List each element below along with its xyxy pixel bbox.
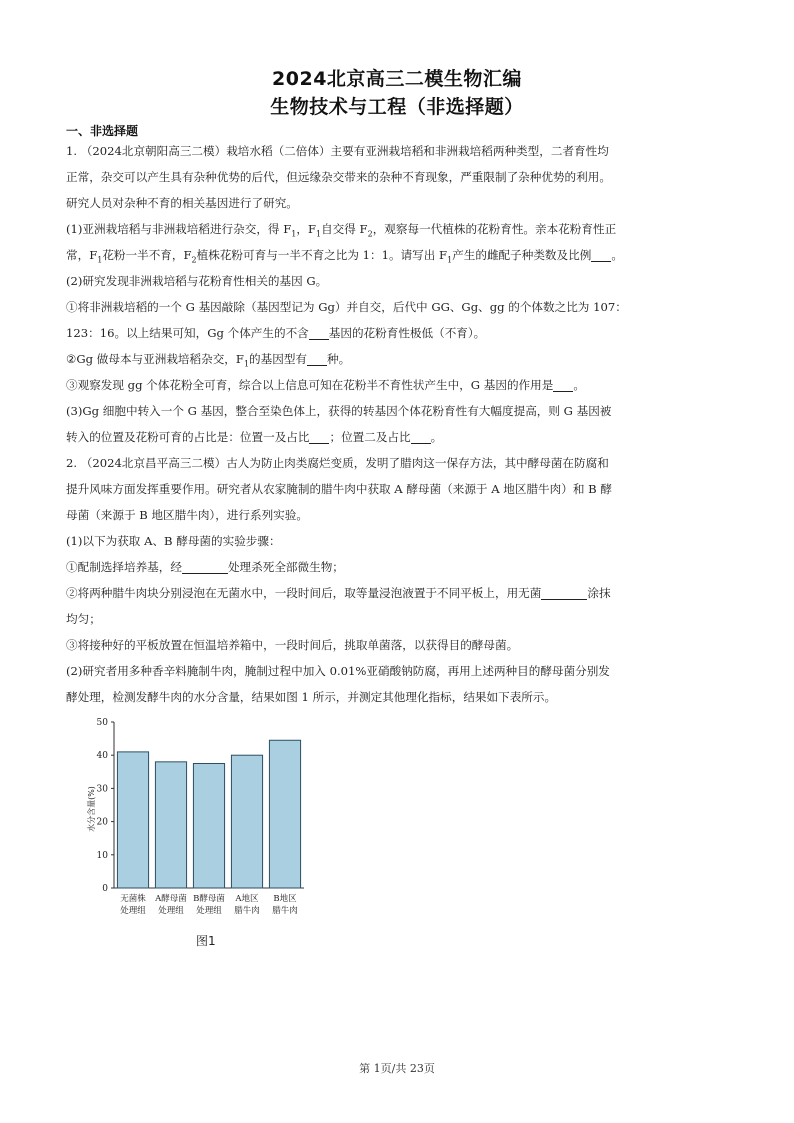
q2-line: (1)以下为获取 A、B 酵母菌的实验步骤： bbox=[66, 534, 281, 548]
q1-line: 正常，杂交可以产生具有杂种优势的后代，但远缘杂交带来的杂种不育现象，严重限制了杂种优势的利用。 bbox=[66, 170, 611, 184]
x-tick-label: 处理组 bbox=[158, 906, 184, 916]
x-tick-label: 腊牛肉 bbox=[234, 906, 260, 916]
x-tick-label: B酵母菌 bbox=[193, 894, 225, 904]
document-title: 2024北京高三二模生物汇编 bbox=[272, 68, 522, 90]
answer-blank[interactable] bbox=[182, 559, 228, 574]
answer-blank[interactable] bbox=[411, 429, 431, 444]
q1-line: ③观察发现 gg 个体花粉全可育，综合以上信息可知在花粉半不育性状产生中，G 基因的作用是 。 bbox=[66, 378, 585, 392]
answer-blank[interactable] bbox=[553, 377, 573, 392]
answer-blank[interactable] bbox=[591, 247, 611, 262]
bar bbox=[117, 752, 148, 888]
answer-blank[interactable] bbox=[307, 351, 327, 366]
answer-blank[interactable] bbox=[309, 429, 329, 444]
y-tick-label: 0 bbox=[102, 884, 108, 894]
q1-line: ②Gg 做母本与亚洲栽培稻杂交，$F_1$的基因型有 种。 bbox=[66, 352, 351, 369]
water-content-bar-chart bbox=[82, 714, 312, 926]
q1-line: 研究人员对杂种不育的相关基因进行了研究。 bbox=[66, 196, 298, 210]
q1-line: (1)亚洲栽培稻与非洲栽培稻进行杂交，得 $F_1$，$F_1$自交得 $F_2$，观察每一代植株的花粉育性。亲本花粉育性正 bbox=[66, 222, 617, 239]
x-tick-label: B地区 bbox=[273, 894, 297, 904]
y-tick-label: 10 bbox=[96, 850, 108, 861]
y-axis-label: 水分含量(%) bbox=[87, 786, 96, 832]
q2-line: 母菌（来源于 B 地区腊牛肉），进行系列实验。 bbox=[66, 508, 308, 522]
bar bbox=[269, 740, 300, 888]
q1-line: 转入的位置及花粉可育的占比是：位置一及占比 ；位置二及占比 。 bbox=[66, 430, 443, 444]
q1-line: ①将非洲栽培稻的一个 G 基因敲除（基因型记为 Gg）并自交，后代中 GG、Gg、gg 的个体数之比为 107： bbox=[66, 300, 627, 314]
x-tick-label: A地区 bbox=[235, 894, 259, 904]
q1-line: (3)Gg 细胞中转入一个 G 基因，整合至染色体上，获得的转基因个体花粉育性有大幅度提高，则 G 基因被 bbox=[66, 404, 612, 418]
bar bbox=[155, 762, 186, 888]
q2-line: 酵处理，检测发酵牛肉的水分含量，结果如图 1 所示，并测定其他理化指标，结果如下表所示。 bbox=[66, 690, 557, 704]
section-heading: 一、非选择题 bbox=[66, 124, 139, 138]
q1-line: (2)研究发现非洲栽培稻与花粉育性相关的基因 G。 bbox=[66, 274, 328, 288]
q1-line: 常，$F_1$花粉一半不育，$F_2$植株花粉可育与一半不育之比为 1：1。请写出 $F_1$产生的雌配子种类数及比例 。 bbox=[66, 248, 623, 265]
x-tick-label: 无菌株 bbox=[120, 894, 146, 904]
x-tick-label: 腊牛肉 bbox=[272, 906, 298, 916]
q2-line: ①配制选择培养基，经 处理杀死全部微生物； bbox=[66, 560, 344, 574]
figure-label: 图1 bbox=[196, 934, 216, 948]
answer-blank[interactable] bbox=[309, 325, 329, 340]
bar bbox=[193, 764, 224, 889]
y-tick-label: 50 bbox=[96, 718, 108, 728]
bar bbox=[231, 755, 262, 888]
question-body bbox=[66, 138, 730, 710]
q2-line: (2)研究者用多种香辛料腌制牛肉，腌制过程中加入 0.01%亚硝酸钠防腐，再用上述两种目的酵母菌分别发 bbox=[66, 664, 610, 678]
q1-line: 123：16。以上结果可知，Gg 个体产生的不含 基因的花粉育性极低（不育）。 bbox=[66, 326, 486, 340]
x-tick-label: 处理组 bbox=[120, 906, 146, 916]
document-subtitle: 生物技术与工程（非选择题） bbox=[270, 96, 524, 118]
q2-line: 提升风味方面发挥重要作用。研究者从农家腌制的腊牛肉中获取 A 酵母菌（来源于 A 地区腊牛肉）和 B 酵 bbox=[66, 482, 612, 496]
q2-line: 2. （2024北京昌平高三二模）古人为防止肉类腐烂变质，发明了腊肉这一保存方法，其中酵母菌在防腐和 bbox=[66, 456, 609, 470]
y-tick-label: 20 bbox=[96, 817, 108, 828]
y-tick-label: 40 bbox=[96, 751, 108, 762]
answer-blank[interactable] bbox=[541, 585, 587, 600]
q2-line: 均匀； bbox=[66, 612, 101, 626]
y-tick-label: 30 bbox=[96, 784, 108, 795]
q1-line: 1. （2024北京朝阳高三二模）栽培水稻（二倍体）主要有亚洲栽培稻和非洲栽培稻两种类型，二者育性均 bbox=[66, 144, 609, 158]
x-tick-label: A酵母菌 bbox=[155, 894, 187, 904]
q2-line: ③将接种好的平板放置在恒温培养箱中，一段时间后，挑取单菌落，以获得目的酵母菌。 bbox=[66, 638, 519, 652]
page-footer: 第 1页/共 23页 bbox=[359, 1062, 435, 1075]
q2-line: ②将两种腊牛肉块分别浸泡在无菌水中，一段时间后，取等量浸泡液置于不同平板上，用无菌 涂抹 bbox=[66, 586, 611, 600]
x-tick-label: 处理组 bbox=[196, 906, 222, 916]
